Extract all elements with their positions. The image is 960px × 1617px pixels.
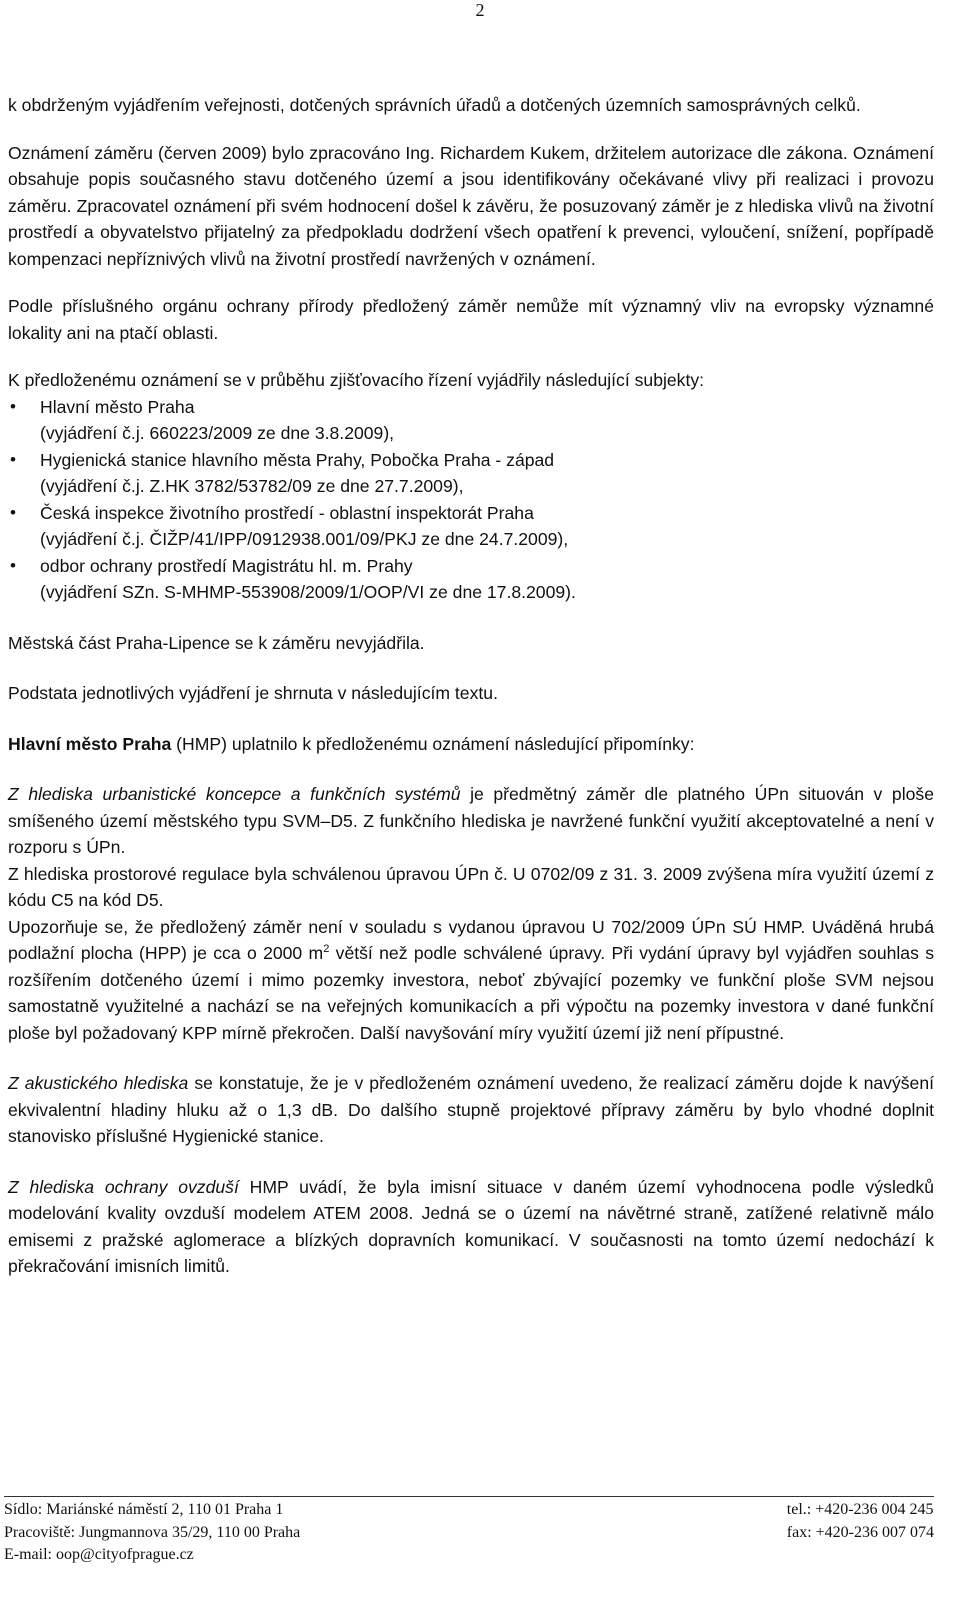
subject-name: • Česká inspekce životního prostředí - oblastní inspektorát Praha [40,502,534,523]
warning-paragraph [8,914,934,1047]
air-paragraph [8,1174,934,1280]
intro-paragraph-1: k obdrženým vyjádřením veřejnosti, dotčených správních úřadů a dotčených územních samosprávných celků. [8,95,861,115]
hmp-heading-rest: (HMP) uplatnilo k předloženému oznámení následující připomínky: [171,733,695,754]
intro-paragraph-2: Oznámení záměru (červen 2009) bylo zpracováno Ing. Richardem Kukem, držitelem autorizace dle zákona. Oznámení obsahuje popis současného stavu dotčeného území a jsou identifikovány očekávané vlivy při realizaci i provozu záměru. Zpracovatel oznámení při svém hodnocení došel k závěru, že posuzovaný záměr je z hlediska vlivů na životní prostředí a obyvatelstvo přijatelný za předpokladu dodržení všech opatření k prevenci, vyloučení, snížení, popřípadě kompenzaci nepříznivých vlivů na životní prostředí navržených v oznámení. [8,142,934,269]
subject-name: • odbor ochrany prostředí Magistrátu hl. m. Prahy [40,555,413,576]
footer-left [4,1499,300,1567]
subjects-list [8,394,934,606]
subjects-intro: K předloženému oznámení se v průběhu zjišťovacího řízení vyjádřily následující subjekty: [8,370,705,390]
warning-text-end: větší než podle schválené úpravy. Při vydání úpravy byl vyjádřen souhlas s rozšířením dotčeného území i mimo pozemky investora, neboť zbývající pozemky ve funkční ploše SVM nejsou samostatně využitelné a nachází se na veřejných komunikacích a při výpočtu na pozemky investora v dané funkční ploše byl požadovaný KPP mírně překročen. Další navyšování míry využití území již není přípustné. [8,943,935,1043]
footer-email: E-mail: oop@cityofprague.cz [4,1546,194,1563]
footer-phone: tel.: +420-236 004 245 [786,1501,934,1518]
subject-reference: (vyjádření č.j. Z.HK 3782/53782/09 ze dne 27.7.2009), [40,476,464,496]
subject-name: • Hlavní město Praha [40,396,195,417]
list-item [8,447,934,500]
lipence-statement: Městská část Praha-Lipence se k záměru nevyjádřila. [8,632,425,653]
warning-text-start: Upozorňuje se, že předložený záměr není v souladu s vydanou úpravou U 702/2009 ÚPn SÚ HMP. Uváděná hrubá podlažní plocha (HPP) je cca o 2000 m [8,916,934,963]
footer-workplace: Pracoviště: Jungmannova 35/29, 110 00 Praha [4,1523,301,1541]
list-item [8,394,934,447]
list-item [8,500,934,553]
acoustic-label: Z akustického hlediska [8,1073,189,1093]
hmp-heading-bold: Hlavní město Praha [8,733,172,754]
air-label: Z hlediska ochrany ovzduší [8,1176,239,1197]
urban-paragraph [8,781,934,861]
acoustic-text: se konstatuje, že je v předloženém oznámení uvedeno, že realizací záměru dojde k navýšení ekvivalentní hladiny hluku až o 1,3 dB. Do dalšího stupně projektové přípravy záměru by bylo vhodné doplnit stanovisko příslušné Hygienické stanice. [8,1073,935,1146]
page-number: 2 [475,0,485,20]
subject-name: • Hygienická stanice hlavního města Prahy, Pobočka Praha - západ [40,449,555,470]
air-text: HMP uvádí, že byla imisní situace v daném území vyhodnocena podle výsledků modelování kvality ovzduší modelem ATEM 2008. Jedná se o území na návětrné straně, zatížené relativně málo emisemi z pražské aglomerace a blízkých dopravních komunikací. V současnosti na tomto území nedochází k překračování imisních limitů. [8,1176,935,1276]
footer-right [787,1499,934,1544]
footer-address: Sídlo: Mariánské náměstí 2, 110 01 Praha 1 [4,1501,284,1518]
intro-paragraph-3: Podle příslušného orgánu ochrany přírody předložený záměr nemůže mít významný vliv na evropsky významné lokality ani na ptačí oblasti. [8,296,934,343]
subject-reference: (vyjádření č.j. 660223/2009 ze dne 3.8.2009), [40,423,395,443]
subject-reference: (vyjádření č.j. ČIŽP/41/IPP/0912938.001/09/PKJ ze dne 24.7.2009), [40,529,569,549]
document-body [8,92,934,1280]
acoustic-paragraph [8,1070,934,1150]
regulation-paragraph: Z hlediska prostorové regulace byla schválenou úpravou ÚPn č. U 0702/09 z 31. 3. 2009 zvýšena míra využití území z kódu C5 na kód D5. [8,863,934,910]
hmp-heading [8,731,934,758]
footer-fax: fax: +420-236 007 074 [786,1523,934,1541]
urban-text: je předmětný záměr dle platného ÚPn situován v ploše smíšeného území městského typu SVM–D5. Z funkčního hlediska je navržené funkční využití akceptovatelné a není v rozporu s ÚPn. [8,784,934,857]
summary-statement: Podstata jednotlivých vyjádření je shrnuta v následujícím textu. [8,683,498,703]
warning-superscript: 2 [323,943,330,956]
subject-reference: (vyjádření SZn. S-MHMP-553908/2009/1/OOP/VI ze dne 17.8.2009). [40,582,576,602]
list-item [8,553,934,606]
footer-divider [4,1496,934,1497]
urban-label: Z hlediska urbanistické koncepce a funkčních systémů [8,784,461,804]
